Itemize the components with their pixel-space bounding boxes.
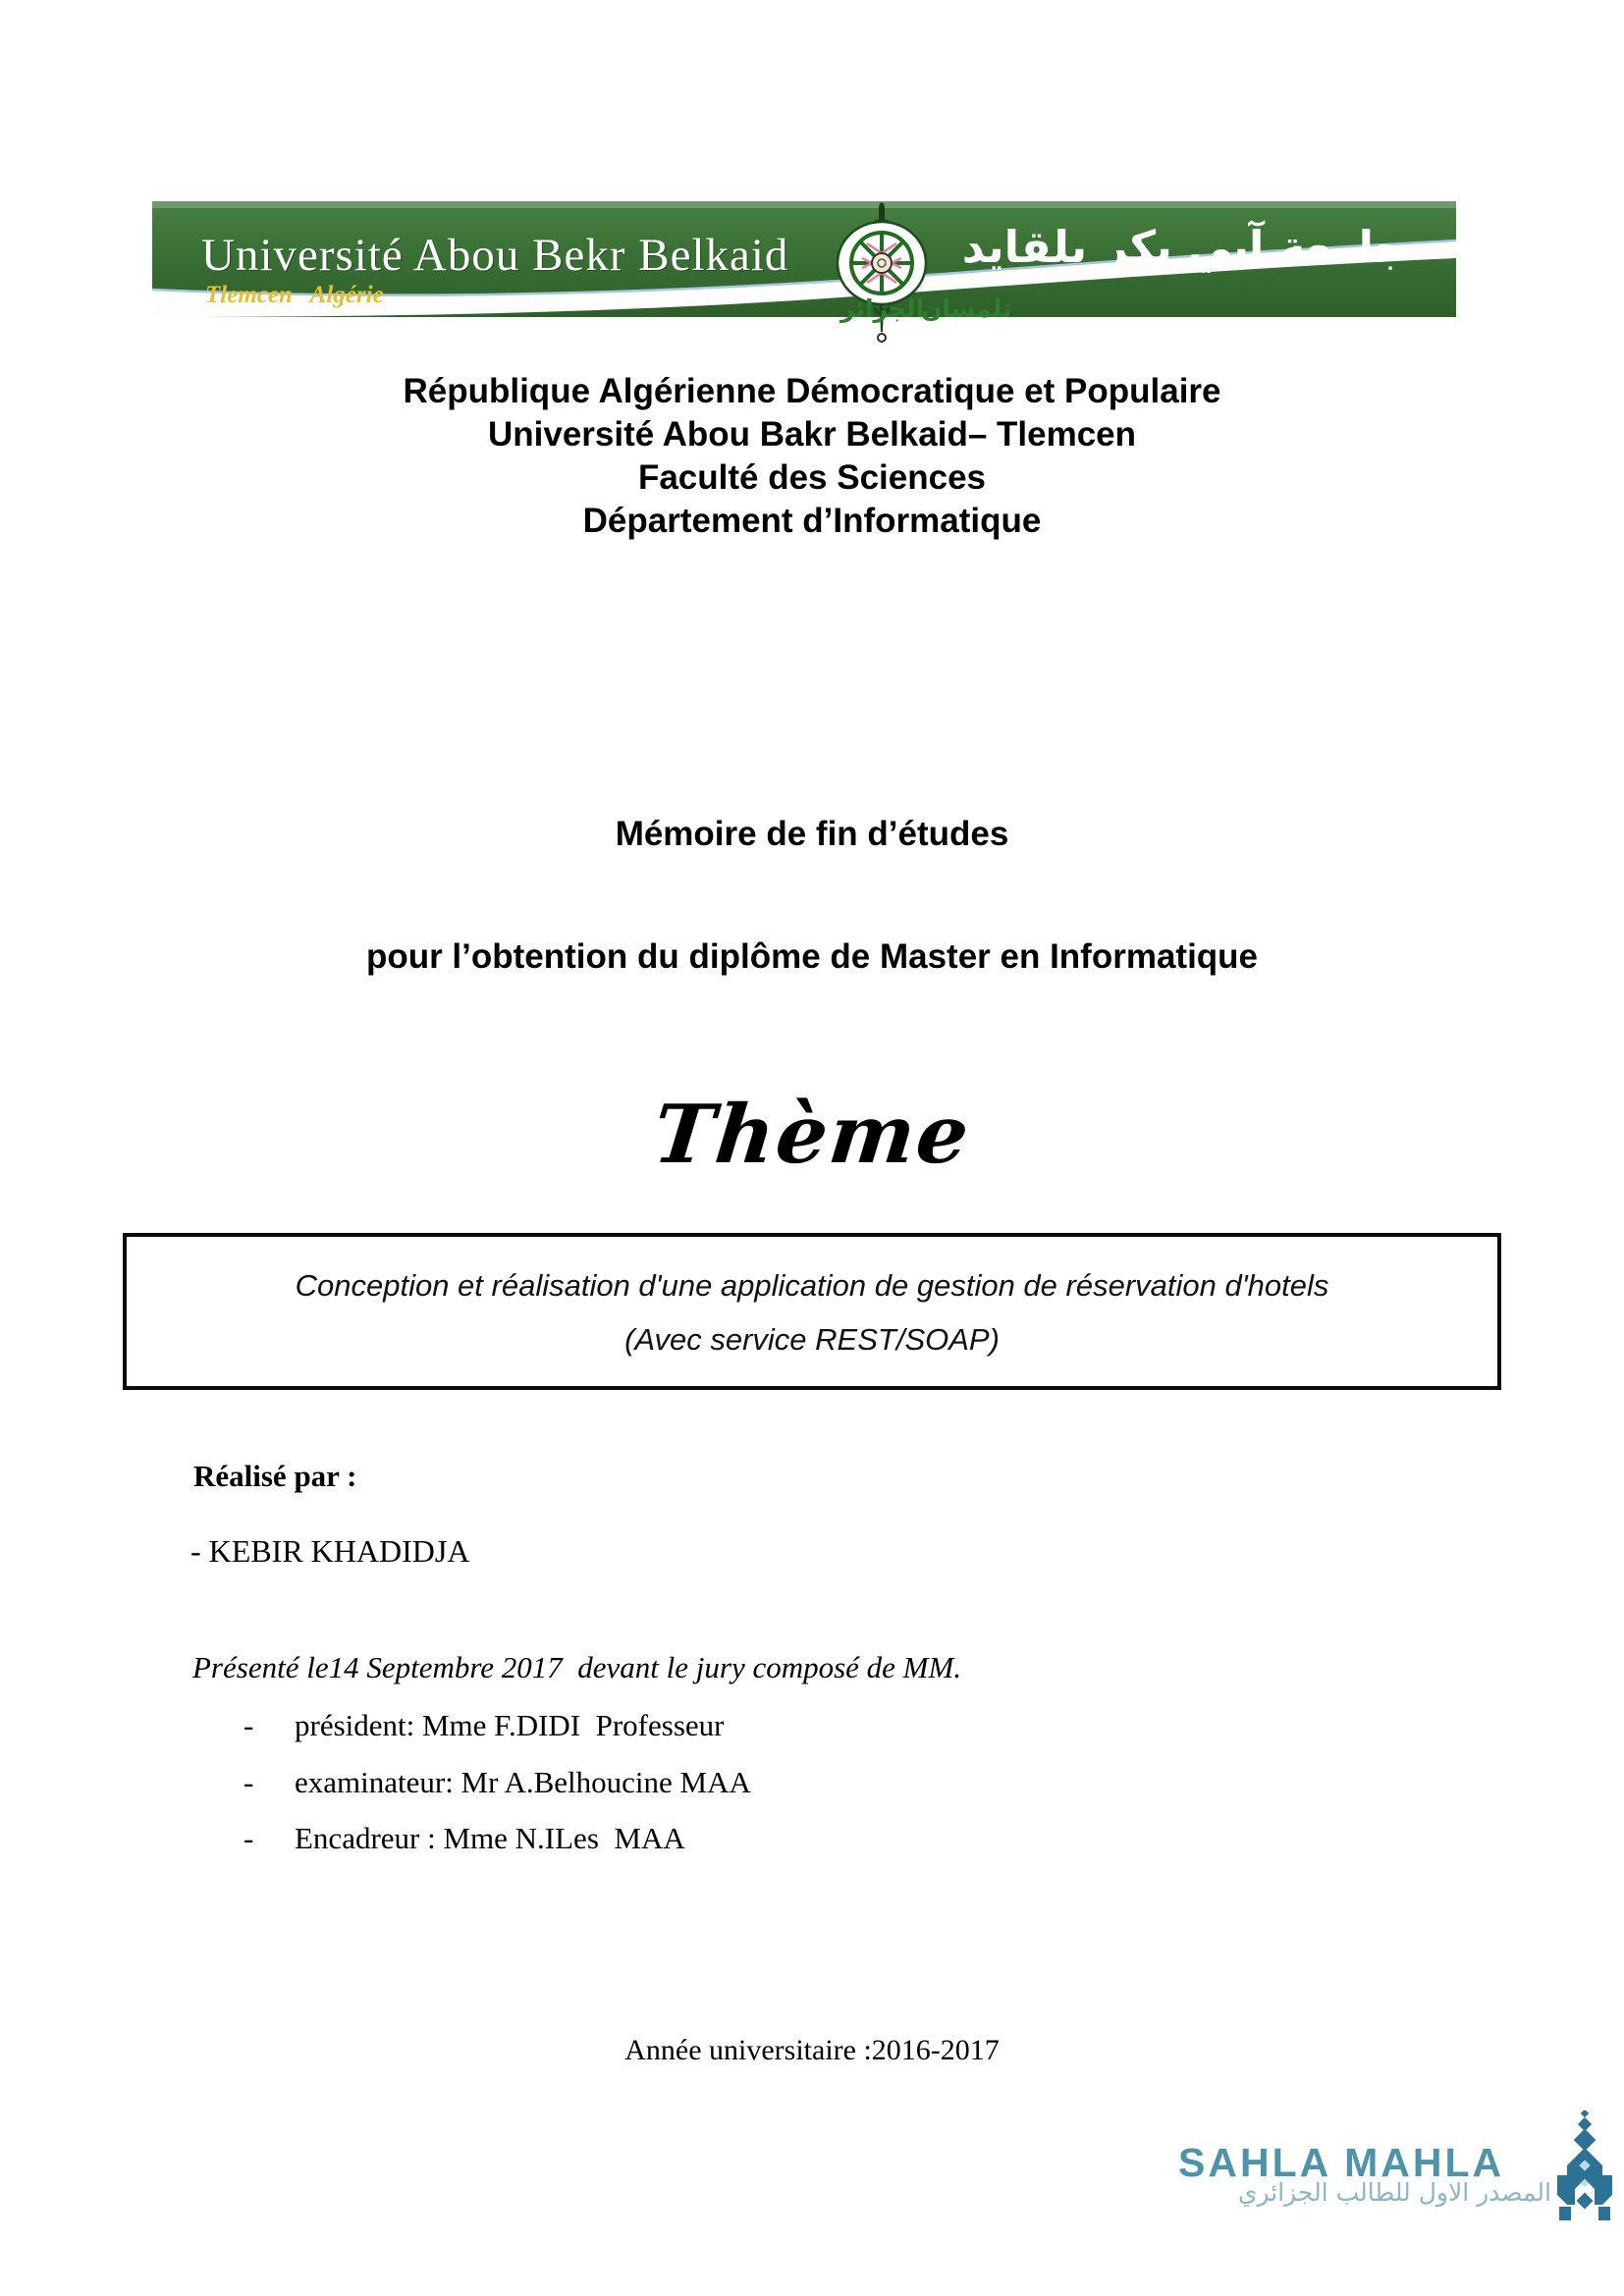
banner-city-country-latin: Tlemcen Algérie	[205, 282, 384, 308]
sahla-mahla-logo-text: SAHLA MAHLA	[1178, 2140, 1505, 2185]
header-line-departement: Département d’Informatique	[582, 502, 1042, 540]
jury-bullet: -	[244, 1765, 254, 1799]
sahla-mahla-logo-icon	[1551, 2110, 1618, 2226]
jury-intro: Présenté le14 Septembre 2017 devant le jury composé de MM.	[192, 1650, 962, 1684]
theme-script-heading: Thème	[649, 1088, 975, 1182]
banner-country-arabic: الجزائر	[840, 294, 925, 323]
university-seal-icon	[830, 202, 934, 346]
sahla-mahla-tagline-arabic: المصدر الاول للطالب الجزائري	[1237, 2178, 1551, 2207]
jury-item-label: examinateur: Mr A.Belhoucine MAA	[295, 1765, 751, 1799]
theme-box	[123, 1233, 1501, 1390]
banner-university-name-arabic: جامعة آبي بكر بلقايد	[961, 221, 1407, 273]
header-line-faculte: Faculté des Sciences	[637, 458, 987, 497]
banner-city-arabic: تلمسان	[921, 294, 1012, 323]
jury-item-label: Encadreur : Mme N.ILes MAA	[295, 1821, 685, 1855]
theme-subtitle-line: (Avec service REST/SOAP)	[624, 1322, 1000, 1357]
academic-year: Année universitaire :2016-2017	[624, 2034, 1000, 2066]
memoire-subtitle: pour l’obtention du diplôme de Master en Informatique	[365, 937, 1259, 976]
author-name: - KEBIR KHADIDJA	[190, 1533, 470, 1569]
banner-university-name: Université Abou Bekr Belkaid	[201, 230, 789, 281]
jury-bullet: -	[244, 1821, 254, 1855]
jury-item-encadreur	[0, 1821, 685, 1962]
theme-title-line: Conception et réalisation d'une application de gestion de réservation d'hotels	[295, 1268, 1329, 1303]
jury-item-label: président: Mme F.DIDI Professeur	[295, 1708, 725, 1742]
header-line-republique: République Algérienne Démocratique et Populaire	[403, 372, 1221, 410]
realise-par-label: Réalisé par :	[193, 1459, 357, 1493]
banner-top-highlight	[152, 201, 1456, 208]
header-line-universite: Université Abou Bakr Belkaid– Tlemcen	[487, 415, 1137, 454]
memoire-title: Mémoire de fin d’études	[615, 815, 1009, 853]
jury-bullet: -	[244, 1708, 254, 1742]
university-banner	[152, 201, 1456, 317]
